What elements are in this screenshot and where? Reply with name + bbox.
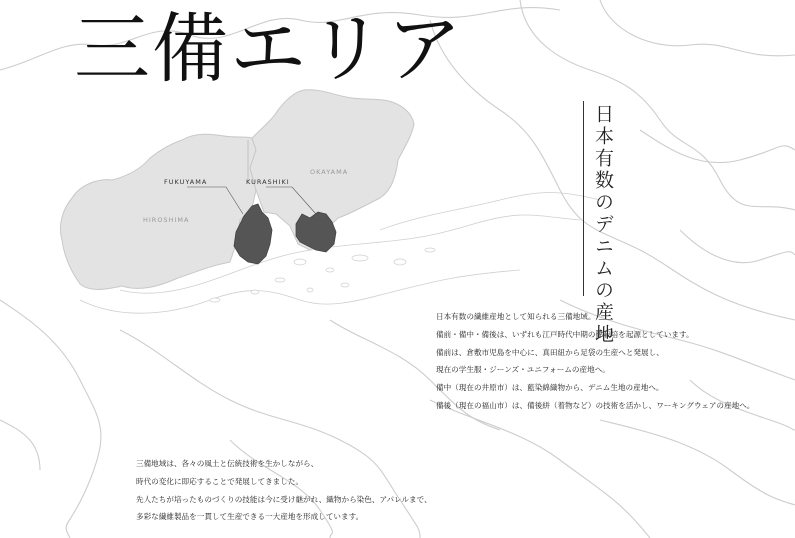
city-label-fukuyama: FUKUYAMA [164, 178, 208, 186]
region-label-hiroshima: HIROSHIMA [143, 216, 190, 224]
hiroshima-region [60, 134, 256, 289]
vertical-subtitle: 日本有数のデニムの産地 [592, 104, 614, 346]
right-paragraph [436, 308, 754, 415]
left-paragraph-line: 三備地域は、各々の風土と伝統技術を生かしながら、 [136, 459, 319, 468]
right-paragraph-line: 備後（現在の福山市）は、備後絣（着物など）の技術を活かし、ワーキングウェアの産地へ。 [436, 400, 755, 410]
left-paragraph-line: 先人たちが培ったものづくりの技能は今に受け継がれ、織物から染色、アパレルまで、 [136, 494, 432, 504]
city-label-kurashiki: KURASHIKI [246, 178, 290, 186]
right-paragraph-line: 現在の学生服・ジーンズ・ユニフォームの産地へ。 [436, 365, 610, 375]
right-paragraph-line: 備前・備中・備後は、いずれも江戸時代中期の綿栽培を起源としています。 [436, 329, 694, 339]
page-title: 三備エリア [74, 4, 464, 93]
right-paragraph-line: 日本有数の繊維産地として知られる三備地域。 [436, 312, 596, 321]
left-paragraph-line: 多彩な繊維製品を一貫して生産できる一大産地を形成しています。 [136, 512, 364, 522]
left-paragraph [136, 455, 432, 526]
right-paragraph-line: 備前は、倉敷市児島を中心に、真田紐から足袋の生産へと発展し、 [436, 347, 664, 357]
right-paragraph-line: 備中（現在の井原市）は、藍染綿織物から、デニム生地の産地へ。 [436, 383, 664, 393]
left-paragraph-line: 時代の変化に即応することで発展してきました。 [136, 476, 304, 486]
region-label-okayama: OKAYAMA [310, 168, 349, 176]
vertical-divider [583, 101, 584, 296]
